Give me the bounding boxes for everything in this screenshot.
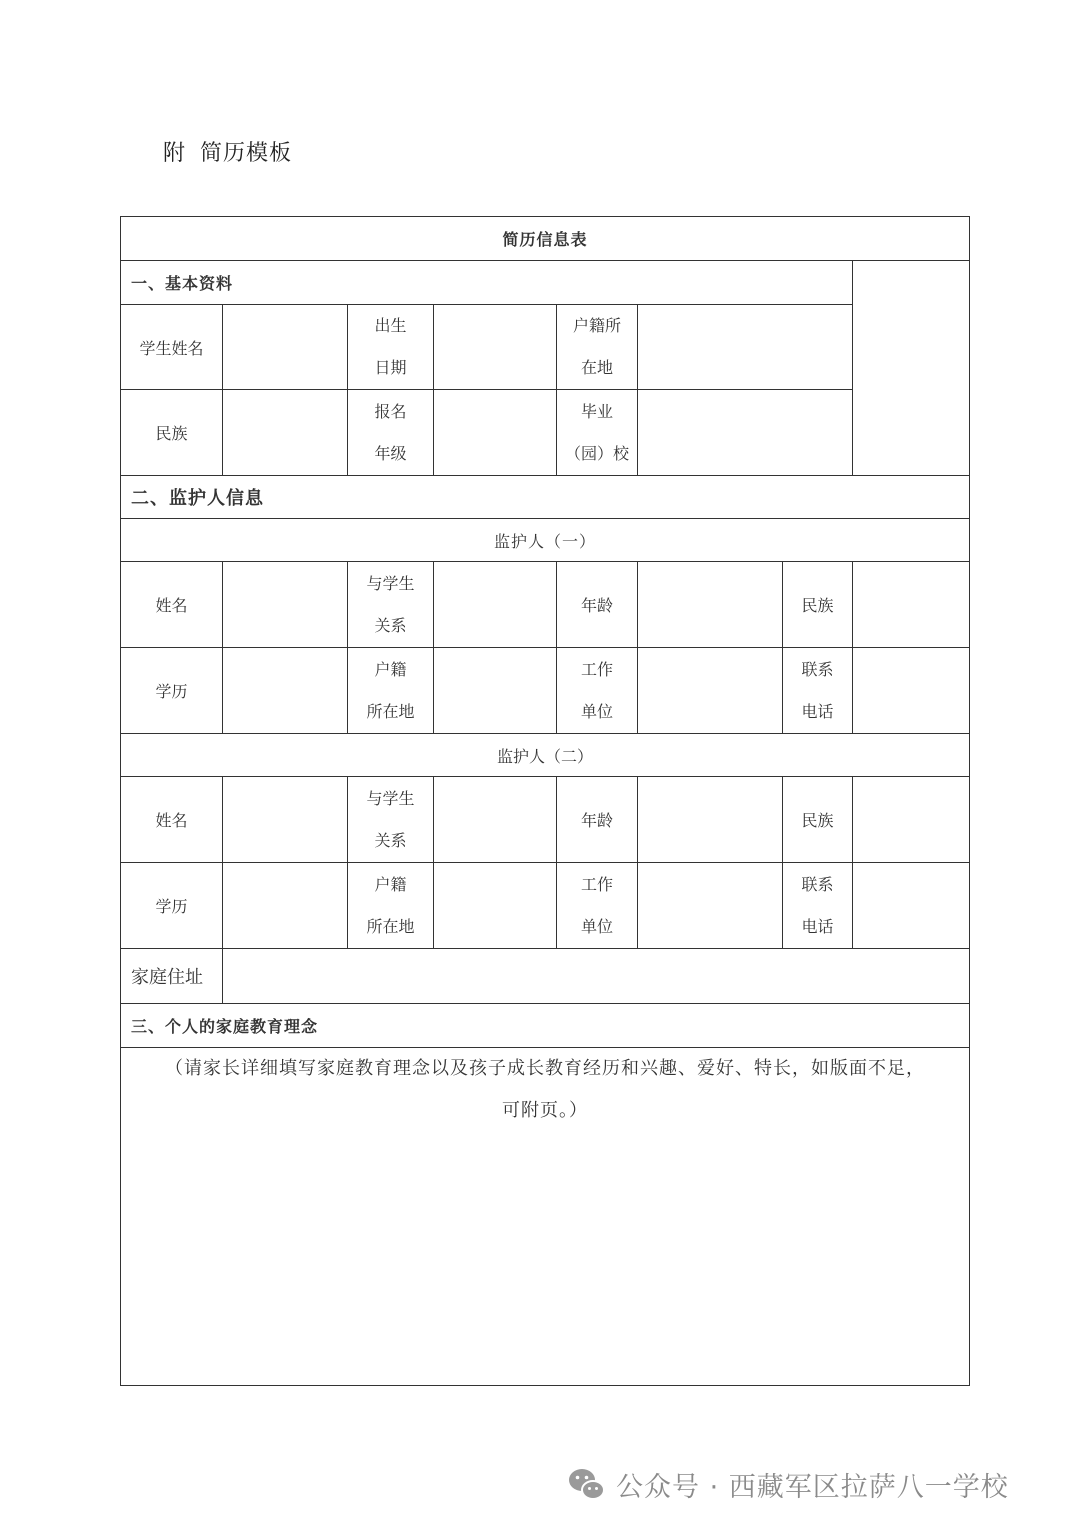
guardian2-age-field[interactable] bbox=[638, 777, 783, 863]
guardian2-education-field[interactable] bbox=[223, 863, 348, 949]
education-philosophy-field[interactable] bbox=[121, 1048, 970, 1386]
guardian2-ethnicity-label: 民族 bbox=[783, 777, 853, 863]
guardian1-title: 监护人（一） bbox=[121, 519, 970, 562]
guardian2-hukou-field[interactable] bbox=[434, 863, 557, 949]
photo-cell[interactable] bbox=[853, 261, 970, 476]
document-header bbox=[163, 136, 306, 167]
guardian1-phone-label: 联系 电话 bbox=[783, 648, 853, 734]
ethnicity-label: 民族 bbox=[121, 390, 223, 476]
ethnicity-field[interactable] bbox=[223, 390, 348, 476]
student-name-field[interactable] bbox=[223, 305, 348, 390]
enroll-grade-label: 报名 年级 bbox=[348, 390, 434, 476]
guardian1-ethnicity-field[interactable] bbox=[853, 562, 970, 648]
hukou-location-label: 户籍所 在地 bbox=[557, 305, 638, 390]
home-address-field[interactable] bbox=[223, 949, 970, 1004]
birth-date-label: 出生 日期 bbox=[348, 305, 434, 390]
guardian1-workplace-field[interactable] bbox=[638, 648, 783, 734]
form-title: 简历信息表 bbox=[121, 217, 970, 261]
guardian1-age-field[interactable] bbox=[638, 562, 783, 648]
graduated-school-label: 毕业 （园）校 bbox=[557, 390, 638, 476]
guardian1-education-label: 学历 bbox=[121, 648, 223, 734]
guardian1-hukou-label: 户籍 所在地 bbox=[348, 648, 434, 734]
guardian2-ethnicity-field[interactable] bbox=[853, 777, 970, 863]
instruction-line-2: 可附页。） bbox=[502, 1100, 588, 1121]
guardian2-education-label: 学历 bbox=[121, 863, 223, 949]
guardian1-age-label: 年龄 bbox=[557, 562, 638, 648]
header-title: 简历模板 bbox=[200, 141, 293, 166]
guardian2-age-label: 年龄 bbox=[557, 777, 638, 863]
guardian2-name-label: 姓名 bbox=[121, 777, 223, 863]
guardian1-name-field[interactable] bbox=[223, 562, 348, 648]
guardian2-relation-field[interactable] bbox=[434, 777, 557, 863]
guardian1-relation-label: 与学生 关系 bbox=[348, 562, 434, 648]
student-name-label: 学生姓名 bbox=[121, 305, 223, 390]
guardian2-hukou-label: 户籍 所在地 bbox=[348, 863, 434, 949]
hukou-location-field[interactable] bbox=[638, 305, 853, 390]
header-prefix: 附 bbox=[163, 141, 187, 166]
guardian2-name-field[interactable] bbox=[223, 777, 348, 863]
guardian2-relation-label: 与学生 关系 bbox=[348, 777, 434, 863]
guardian1-relation-field[interactable] bbox=[434, 562, 557, 648]
section-education-philosophy: 三、个人的家庭教育理念 bbox=[121, 1004, 970, 1048]
graduated-school-field[interactable] bbox=[638, 390, 853, 476]
wechat-icon bbox=[566, 1463, 608, 1505]
watermark-text: 公众号 · 西藏军区拉萨八一学校 bbox=[616, 1471, 1009, 1503]
guardian1-education-field[interactable] bbox=[223, 648, 348, 734]
guardian2-phone-field[interactable] bbox=[853, 863, 970, 949]
guardian2-workplace-label: 工作 单位 bbox=[557, 863, 638, 949]
birth-date-field[interactable] bbox=[434, 305, 557, 390]
instruction-line-1: （请家长详细填写家庭教育理念以及孩子成长教育经历和兴趣、爱好、特长，如版面不足， bbox=[165, 1058, 925, 1079]
home-address-label: 家庭住址 bbox=[121, 949, 223, 1004]
guardian1-phone-field[interactable] bbox=[853, 648, 970, 734]
guardian1-name-label: 姓名 bbox=[121, 562, 223, 648]
section-basic-info: 一、基本资料 bbox=[121, 261, 853, 305]
guardian2-title: 监护人（二） bbox=[121, 734, 970, 777]
guardian2-phone-label: 联系 电话 bbox=[783, 863, 853, 949]
guardian1-hukou-field[interactable] bbox=[434, 648, 557, 734]
enroll-grade-field[interactable] bbox=[434, 390, 557, 476]
guardian2-workplace-field[interactable] bbox=[638, 863, 783, 949]
guardian1-workplace-label: 工作 单位 bbox=[557, 648, 638, 734]
guardian1-ethnicity-label: 民族 bbox=[783, 562, 853, 648]
resume-form-table bbox=[120, 216, 970, 1386]
section-guardian-info: 二、监护人信息 bbox=[121, 476, 970, 519]
watermark bbox=[566, 1463, 1009, 1505]
